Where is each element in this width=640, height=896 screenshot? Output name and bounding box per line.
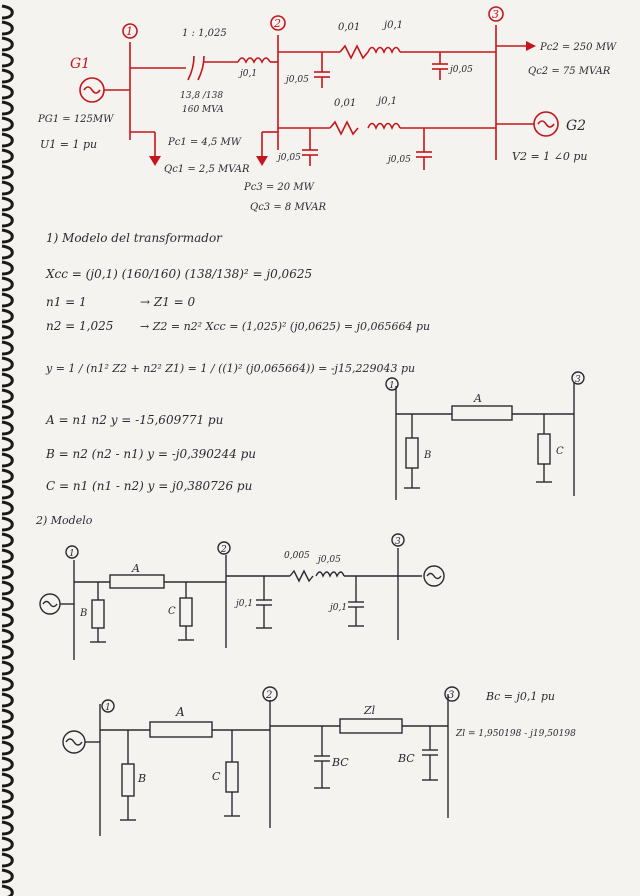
u1-text: U1 = 1 pu [40,138,98,151]
transformer-icon [188,56,204,80]
pi-b-label: B [424,450,432,461]
s2-shunt-2-text: j0,1 [330,603,348,613]
pg1-text: PG1 = 125MW [38,114,114,125]
tr-rating-mva: 160 MVA [182,105,224,115]
s3-b-label: B [138,772,147,785]
pi-right-bus-number: 3 [575,375,581,385]
c-equation: C = n1 (n1 - n2) y = j0,380726 pu [46,479,253,493]
z1-text: → Z1 = 0 [140,295,196,309]
s3-impedance-c [226,762,238,792]
qc2-text: Qc2 = 75 MVAR [528,66,611,77]
load-2-arrow-icon [526,41,536,51]
s3-impedance-b [122,764,134,796]
s2-bus-1-number: 1 [69,549,75,559]
s2-bus-3-number: 3 [395,537,401,547]
s2-c-label: C [168,606,176,617]
s2-impedance-c [180,598,192,626]
s2-line-x-text: j0,05 [318,555,341,565]
tr-reactance-text: j0,1 [240,69,258,79]
ac-wave-icon [66,739,82,745]
b-equation: B = n2 (n2 - n1) y = -j0,390244 pu [46,447,256,461]
y-equation: y = 1 / (n1² Z2 + n2² Z1) = 1 / ((1)² (j0,065664)) = -j15,229043 pu [46,362,416,375]
ac-wave-icon [43,602,57,607]
n2-text: n2 = 1,025 [46,319,114,333]
ratio-text: 1 : 1,025 [182,28,227,39]
s3-bus-1-number: 1 [105,703,111,713]
shunt-upper-right-text: j0,05 [450,65,473,75]
pc3-text: Pc3 = 20 MW [244,182,314,193]
line1-r-text: 0,01 [338,22,361,33]
s2-resistor-icon [290,571,313,581]
a-equation: A = n1 n2 y = -15,609771 pu [46,413,224,427]
qc1-text: Qc1 = 2,5 MVAR [164,164,250,175]
pc2-text: Pc2 = 250 MW [540,42,617,53]
ac-wave-icon [427,574,441,579]
shunt-upper-left-text: j0,05 [286,75,309,85]
pi-left-bus-number: 1 [389,381,395,391]
s3-bc-1-label: BC [332,756,349,769]
shunt-lower-left-text: j0,05 [278,153,301,163]
s3-impedance-zl [340,719,402,733]
pi-c-label: C [556,446,564,457]
s2-bus-2-number: 2 [221,545,227,555]
s3-bus-3-number: 3 [448,690,455,701]
section-1-heading: 1) Modelo del transformador [46,231,222,245]
line1-x-text: j0,1 [384,20,404,31]
s2-line-r-text: 0,005 [284,551,310,561]
tr-rating-kv: 13,8 /138 [180,91,224,101]
line-1-resistor-icon [340,46,368,58]
s2-shunt-1-text: j0,1 [236,599,254,609]
pi-impedance-c [538,434,550,464]
load-1-arrow-icon [149,156,161,166]
pi-impedance-a [452,406,512,420]
bus-1-number: 1 [126,25,133,38]
line-2-inductor-icon [368,124,400,129]
s3-zl-value: Zl = 1,950198 - j19,50198 [456,729,576,739]
s2-impedance-a [110,575,164,588]
line2-r-text: 0,01 [334,98,357,109]
s3-c-label: C [212,770,221,783]
g2-label: G2 [566,118,587,134]
s2-inductor-icon [316,572,344,576]
g1-label: G1 [70,56,91,72]
qc3-text: Qc3 = 8 MVAR [250,202,326,213]
n1-text: n1 = 1 [46,295,87,309]
ac-wave-icon [538,121,554,127]
line2-x-text: j0,1 [378,96,398,107]
z2-equation: → Z2 = n2² Xcc = (1,025)² (j0,0625) = j0,065664 pu [140,320,431,333]
xcc-equation: Xcc = (j0,1) (160/160) (138/138)² = j0,0625 [46,267,313,281]
power-system-diagram [37,7,617,213]
s2-a-label: A [132,562,140,575]
transformer-reactance-icon [238,58,270,62]
s2-impedance-b [92,600,104,628]
v2-text: V2 = 1 ∠0 pu [512,150,588,163]
section-3-model [63,687,576,836]
bus-3-number: 3 [492,8,499,21]
s2-b-label: B [80,608,88,619]
s3-bc-2-label: BC [398,752,415,765]
line-2-resistor-icon [330,122,358,134]
pi-model-sketch [386,372,584,500]
load-3-arrow-icon [256,156,268,166]
pi-impedance-b [406,438,418,468]
pi-a-label: A [474,392,482,405]
ac-wave-icon [84,87,100,93]
s3-bus-2-number: 2 [266,690,273,701]
s3-a-label: A [176,705,185,719]
line-1-inductor-icon [368,48,400,53]
pc1-text: Pc1 = 4,5 MW [168,137,242,148]
bus-2-number: 2 [274,17,281,30]
s3-zl-label: Zl [364,704,376,717]
s3-impedance-a [150,722,212,737]
section-2-heading: 2) Modelo [36,514,93,527]
section-2-model [35,514,444,660]
s3-bc-value: Bc = j0,1 pu [486,690,555,703]
shunt-lower-right-text: j0,05 [388,155,411,165]
section-1-transformer-model [45,231,430,493]
